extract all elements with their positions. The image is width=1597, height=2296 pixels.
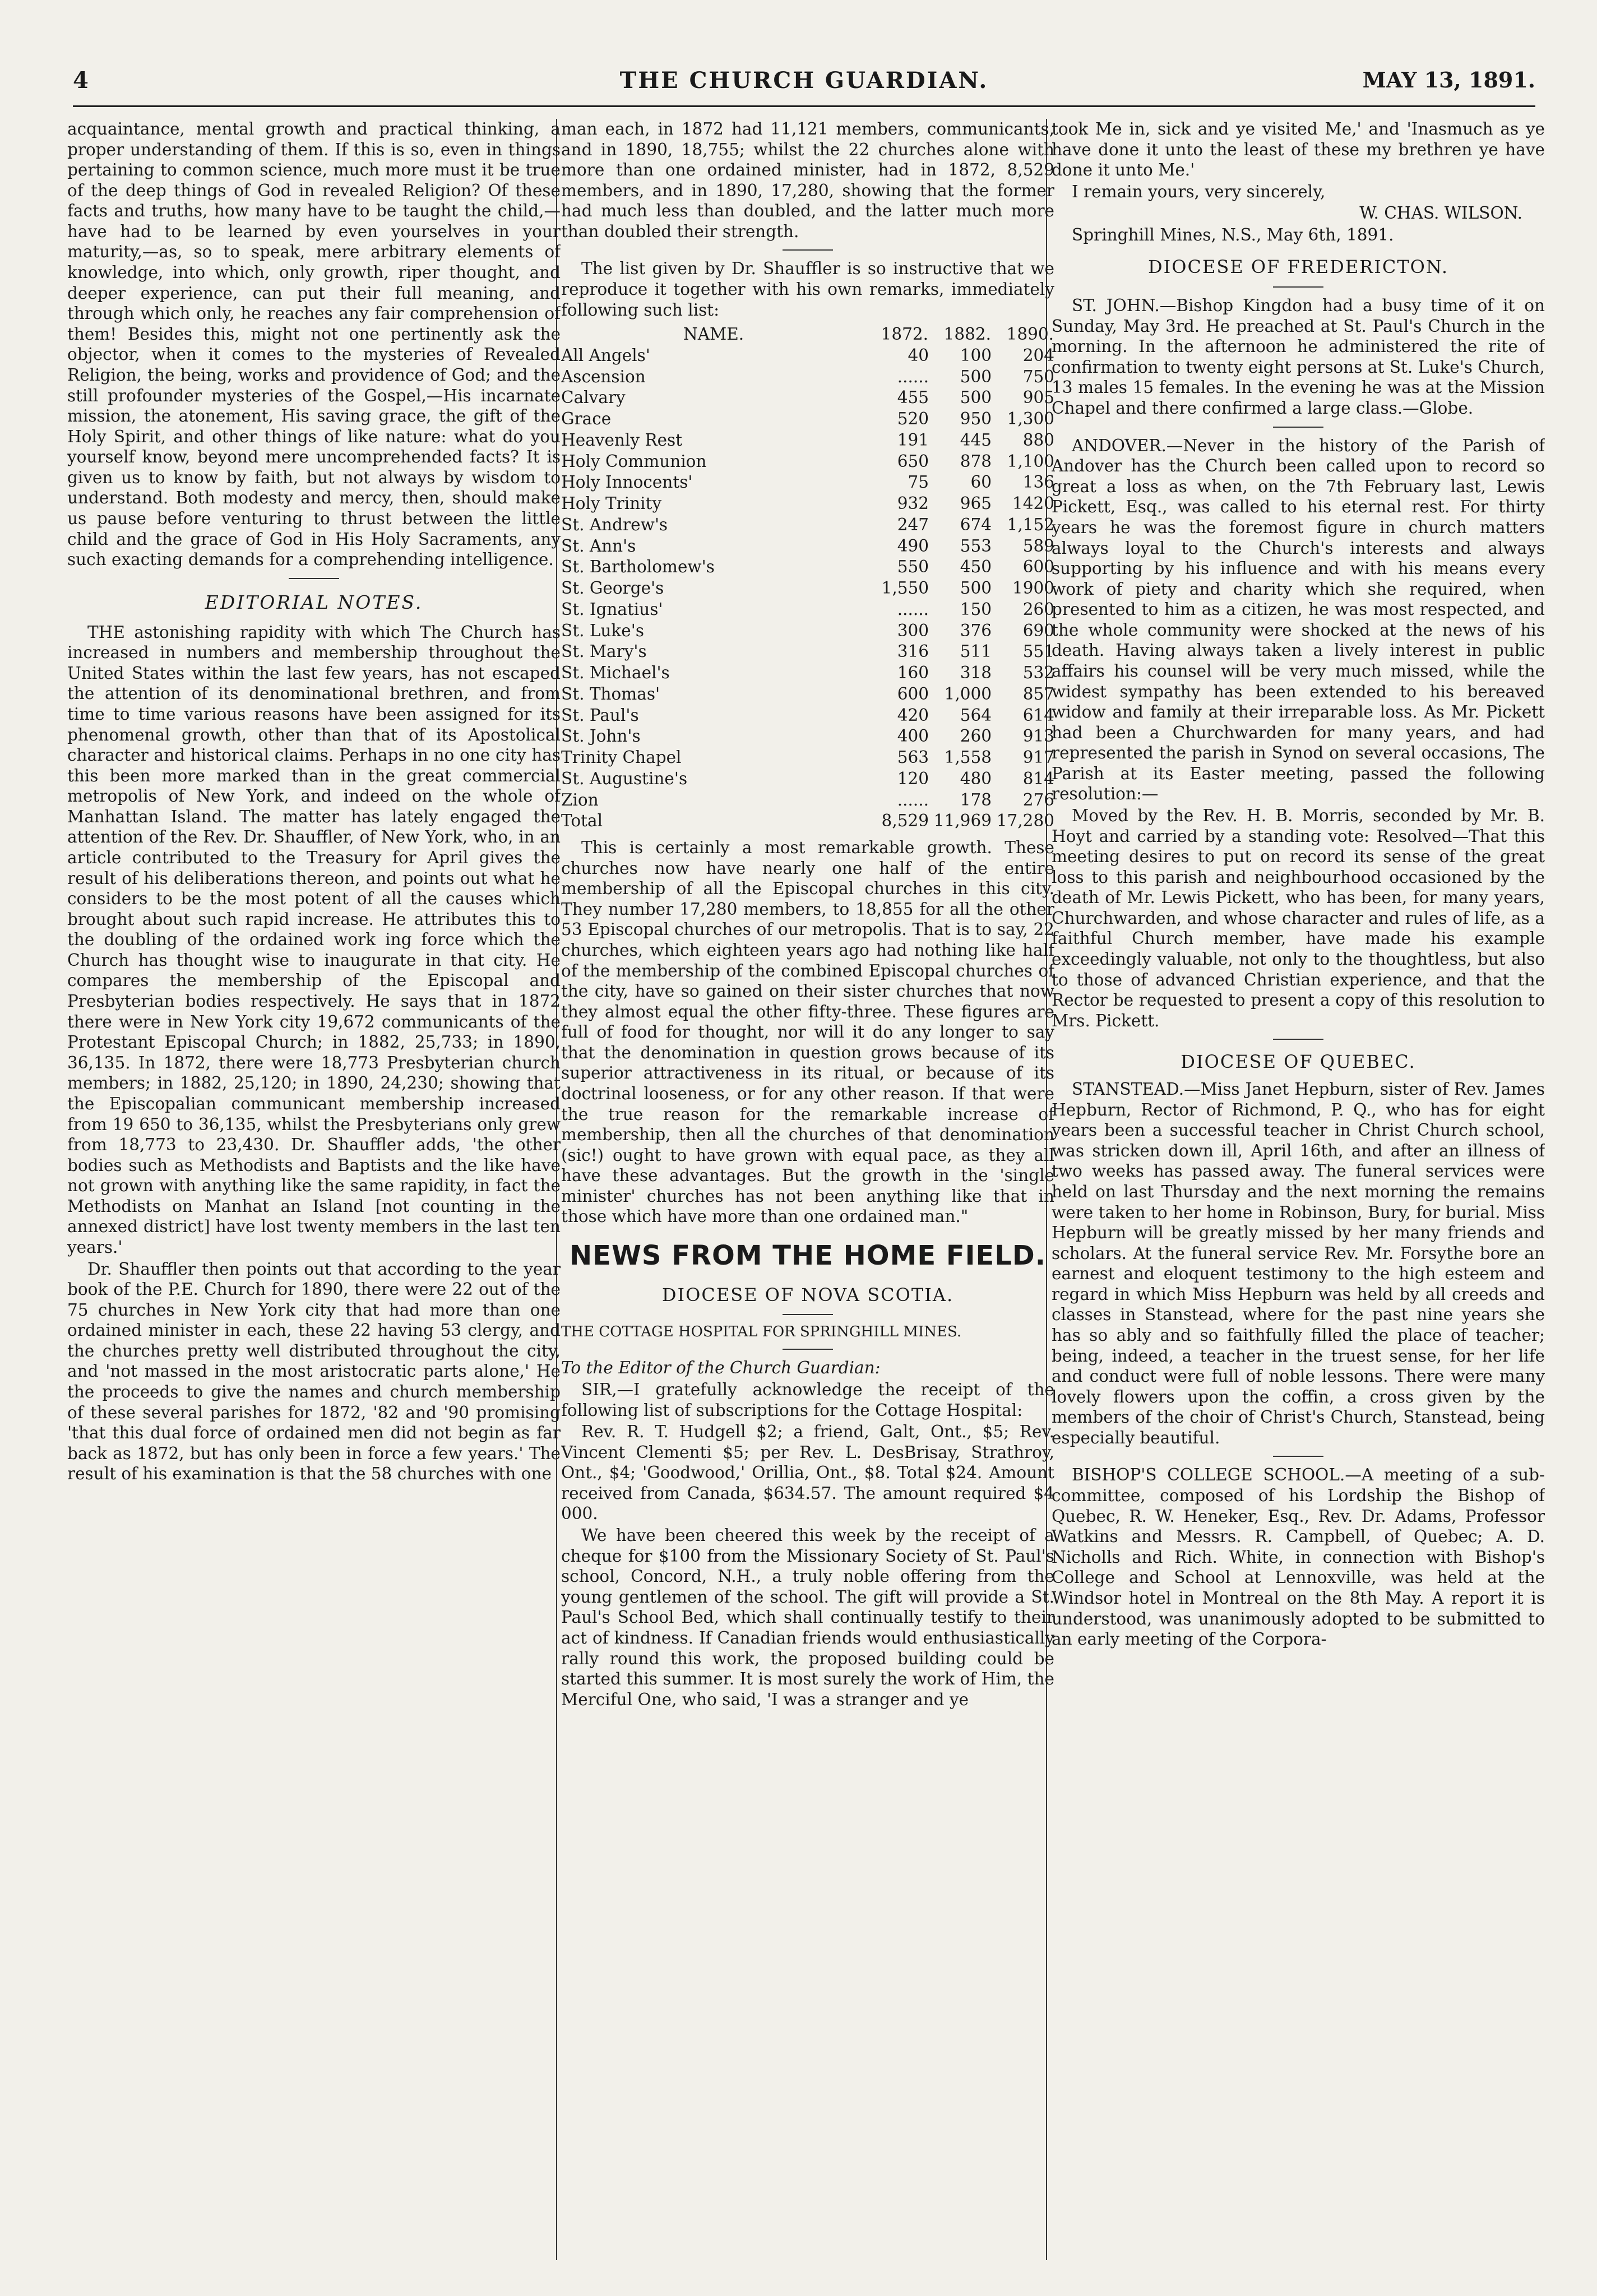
membership-cell: 600: [1022, 557, 1054, 577]
table-row: [561, 621, 1054, 642]
signature: W. CHAS. WILSON.: [1359, 203, 1522, 223]
table-row: [561, 641, 1054, 663]
membership-cell: 511: [960, 642, 992, 661]
membership-cell: 191: [897, 430, 929, 450]
church-name-cell: St. Mary's: [561, 642, 647, 661]
membership-cell: ......: [897, 367, 929, 386]
section-heading: NEWS FROM THE HOME FIELD.: [570, 1240, 1046, 1272]
membership-cell: 75: [908, 473, 929, 492]
membership-cell: 420: [897, 705, 929, 725]
membership-cell: 490: [897, 536, 929, 556]
membership-cell: 450: [960, 557, 992, 577]
divider: [289, 578, 339, 579]
church-name-cell: St. George's: [561, 578, 664, 598]
divider: [1273, 286, 1323, 288]
table-row: [561, 451, 1054, 473]
membership-cell: 532: [1022, 663, 1054, 683]
membership-cell: 1,558: [944, 748, 992, 767]
membership-cell: 247: [897, 515, 929, 534]
table-row: [561, 790, 1054, 811]
membership-cell: 60: [970, 473, 992, 492]
membership-cell: 600: [897, 684, 929, 703]
column-1: [67, 119, 561, 2260]
membership-cell: 814: [1022, 769, 1054, 788]
article-heading: THE COTTAGE HOSPITAL FOR SPRINGHILL MINES.: [561, 1323, 962, 1341]
membership-cell: 1,550: [881, 578, 929, 598]
article-text: We have been cheered this week by the receipt of a cheque for $100 from the Missionary Society of St. Paul's school, Concord, N.H., a truly noble offering from the young gentlemen of the school. The gift will provide a St. Paul's School Bed, which shall continually testify to their act of kindness. If Canadian friends would enthusiastically rally round this work, the proposed building could be started this summer. It is most surely the work of Him, the Merciful One, who said, 'I was a stranger and ye: [561, 1526, 1054, 1709]
divider: [783, 1314, 833, 1315]
diocese-heading: DIOCESE OF NOVA SCOTIA.: [661, 1284, 954, 1306]
church-name-cell: Holy Communion: [561, 451, 707, 471]
church-name-cell: Calvary: [561, 388, 626, 408]
column-header: NAME.: [683, 325, 744, 344]
church-name-cell: St. Andrew's: [561, 515, 668, 534]
membership-cell: 150: [960, 599, 992, 619]
table-row: [561, 472, 1054, 493]
church-name-cell: St. Michael's: [561, 663, 670, 683]
membership-cell: 120: [897, 769, 929, 788]
membership-cell: 932: [897, 494, 929, 513]
table-header-row: [561, 323, 1054, 345]
membership-cell: 318: [960, 663, 992, 683]
table-row: [561, 493, 1054, 515]
church-name-cell: Heavenly Rest: [561, 430, 683, 450]
table-row: [561, 430, 1054, 451]
membership-cell: 520: [897, 409, 929, 429]
church-name-cell: Ascension: [561, 367, 646, 386]
membership-cell: 376: [960, 621, 992, 640]
membership-cell: 100: [960, 345, 992, 365]
membership-cell: 260: [960, 726, 992, 746]
membership-cell: 750: [1022, 367, 1054, 386]
membership-cell: 160: [897, 663, 929, 683]
signature-place: Springhill Mines, N.S., May 6th, 1891.: [1072, 225, 1394, 244]
page-header: [73, 67, 1535, 118]
church-membership-table: [561, 323, 1054, 832]
membership-cell: 965: [960, 494, 992, 513]
article-text: ST. JOHN.—Bishop Kingdon had a busy time of it on Sunday, May 3rd. He preached at St. Paul's Church in the morning. In the afternoon he administered the rite of confirmation to twenty eight persons at St. Luke's Church, 13 males 15 females. In the evening he was at the Mission Chapel and there confirmed a large class.—Globe.: [1052, 296, 1545, 418]
membership-cell: 550: [897, 557, 929, 577]
membership-cell: 563: [897, 748, 929, 767]
article-text: acquaintance, mental growth and practical thinking, a proper understanding of them. If this is so, even in things pertaining to common science, much more must it be true of the deep things of God in revealed Religion? Of these facts and truths, how many have to be taught the child,—have had to be learned by even yourselves in your maturity,—as, so to speak, mere arbitrary elements of knowledge, into which, only growth, riper thought, and deeper experience, can put their full meaning, and through which only, he reaches any fair comprehension of them! Besides this, might not one pertinently ask the objector, when it comes to the mysteries of Revealed Religion, the being, works and providence of God; and the still profounder mysteries of the Gospel,—His incarnate mission, the atonement, His saving grace, the gift of the Holy Spirit, and other things of like nature: what do you yourself know, beyond mere uncomprehended facts? It is given us to know by faith, but not always by wisdom to understand. Both modesty and mercy, then, should make us pause before venturing to thrust between the little child and the grace of God in His Holy Sacraments, any such exacting demands for a comprehending intelligence.: [67, 119, 561, 570]
church-name-cell: St. Ann's: [561, 536, 636, 556]
membership-cell: 136: [1022, 473, 1054, 492]
divider: [783, 1349, 833, 1350]
column-3: [1052, 119, 1545, 2260]
church-name-cell: St. Paul's: [561, 705, 639, 725]
membership-cell: 913: [1022, 726, 1054, 746]
table-row: [561, 409, 1054, 430]
table-row: [561, 515, 1054, 536]
article-text: took Me in, sick and ye visited Me,' and 'Inasmuch as ye have done it unto the least of these my brethren ye have done it unto Me.': [1052, 119, 1545, 180]
table-row: [561, 705, 1054, 726]
table-row: [561, 536, 1054, 557]
divider: [1273, 1456, 1323, 1457]
church-name-cell: St. John's: [561, 726, 641, 746]
membership-cell: 950: [960, 409, 992, 429]
church-name-cell: St. Thomas': [561, 684, 660, 703]
membership-cell: 11,969: [933, 811, 992, 831]
article-text: The list given by Dr. Shauffler is so instructive that we reproduce it together with his own remarks, immediately following such list:: [561, 259, 1054, 320]
membership-cell: 500: [960, 388, 992, 408]
table-row: [561, 367, 1054, 388]
divider: [1273, 427, 1323, 428]
membership-cell: 589: [1022, 536, 1054, 556]
article-text: STANSTEAD.—Miss Janet Hepburn, sister of Rev. James Hepburn, Rector of Richmond, P. Q., who has for eight years been a successful teacher in Christ Church school, was stricken down ill, April 16th, and after an illness of two weeks has passed away. The funeral services were held on last Thursday and the next morning the remains were taken to her home in Robinson, Bury, for burial. Miss Hepburn will be greatly missed by her many friends and scholars. At the funeral service Rev. Mr. Forsythe bore an earnest and eloquent testimony to the high esteem and regard in which Miss Hepburn was held by all creeds and classes in Stanstead, where for the past nine years she has so ably and so faithfully filled the place of teacher; being, indeed, a teacher in the truest sense, for her life and conduct were full of noble lessons. There were many lovely flowers upon the coffin, a cross given by the members of the choir of Christ's Church, Stanstead, being especially beautiful.: [1052, 1080, 1545, 1447]
membership-cell: 551: [1022, 642, 1054, 661]
church-name-cell: Total: [561, 811, 603, 831]
membership-cell: 1,300: [1007, 409, 1054, 429]
diocese-heading: DIOCESE OF FREDERICTON.: [1147, 256, 1449, 278]
church-name-cell: St. Ignatius': [561, 599, 663, 619]
membership-cell: 917: [1022, 748, 1054, 767]
table-row: [561, 726, 1054, 747]
issue-date: MAY 13, 1891.: [1362, 67, 1535, 92]
membership-cell: 500: [960, 367, 992, 386]
membership-cell: 553: [960, 536, 992, 556]
membership-cell: 1,000: [944, 684, 992, 703]
membership-cell: ......: [897, 599, 929, 619]
membership-cell: 905: [1022, 388, 1054, 408]
column-header: 1890.: [1006, 325, 1054, 344]
membership-cell: 878: [960, 451, 992, 471]
membership-cell: 480: [960, 769, 992, 788]
table-row: [561, 599, 1054, 621]
article-text: Dr. Shauffler then points out that according to the year book of the P.E. Church for 1890, there were 22 out of the 75 churches in New York city that had more than one ordained minister in each, these 22 having 53 clergy, and the churches pretty well distributed throughout the city, and 'not massed in the most aristocratic parts alone,' He the proceeds to give the names and church membership of these several parishes for 1872, '82 and '90 promising 'that this dual force of ordained men did not begin as far back as 1872, but has only been in force a few years.' The result of his examination is that the 58 churches with one: [67, 1259, 561, 1484]
membership-cell: 178: [960, 790, 992, 809]
membership-cell: 8,529: [881, 811, 929, 831]
membership-cell: 564: [960, 705, 992, 725]
page-number: 4: [73, 67, 89, 94]
header-rule: [73, 105, 1535, 107]
membership-cell: 316: [897, 642, 929, 661]
divider: [783, 249, 833, 251]
article-text: man each, in 1872 had 11,121 members, communicants, and in 1890, 18,755; whilst the 22 churches alone with more than one ordained minister, had in 1872, 8,529 members, and in 1890, 17,280, showing that the former had much less than doubled, and the latter much more than doubled their strength.: [561, 119, 1054, 241]
table-row: [561, 578, 1054, 599]
membership-cell: 614: [1022, 705, 1054, 725]
membership-cell: ......: [897, 790, 929, 809]
membership-cell: 1,152: [1007, 515, 1054, 534]
church-name-cell: Holy Trinity: [561, 494, 662, 513]
diocese-heading: DIOCESE OF QUEBEC.: [1181, 1051, 1416, 1073]
church-name-cell: St. Bartholomew's: [561, 557, 715, 577]
church-name-cell: Zion: [561, 790, 599, 809]
membership-cell: 1900: [1012, 578, 1054, 598]
membership-cell: 857: [1022, 684, 1054, 703]
table-row: [561, 747, 1054, 769]
membership-cell: 300: [897, 621, 929, 640]
column-2: [561, 119, 1054, 2260]
column-header: 1872.: [881, 325, 928, 344]
church-name-cell: St. Luke's: [561, 621, 644, 640]
membership-cell: 880: [1022, 430, 1054, 450]
section-heading: EDITORIAL NOTES.: [205, 591, 423, 613]
table-row: [561, 345, 1054, 367]
article-text: Moved by the Rev. H. B. Morris, seconded by Mr. B. Hoyt and carried by a standing vote: Resolved—That this meeting desires to put on record its sense of the great loss to this parish and neighbourhood occasioned by the death of Mr. Lewis Pickett, who has been, for many years, Churchwarden, and whose character and rules of life, as a faithful Church member, have made his example exceedingly valuable, not only to the thoughtless, but also to those of advanced Christian experience, and that the Rector be requested to present a copy of this resolution to Mrs. Pickett.: [1052, 806, 1545, 1030]
membership-cell: 650: [897, 451, 929, 471]
membership-cell: 445: [960, 430, 992, 450]
article-text: Rev. R. T. Hudgell $2; a friend, Galt, Ont., $5; Rev. Vincent Clementi $5; per Rev. L. DesBrisay, Strathroy, Ont., $4; 'Goodwood,' Orillia, Ont., $8. Total $24. Amount received from Canada, $634.57. The amount required $4 000.: [561, 1422, 1054, 1524]
membership-cell: 1420: [1012, 494, 1054, 513]
church-name-cell: St. Augustine's: [561, 769, 688, 788]
masthead-title: THE CHURCH GUARDIAN.: [619, 67, 989, 94]
table-total-row: [561, 811, 1054, 832]
table-row: [561, 684, 1054, 705]
membership-cell: 260: [1022, 599, 1054, 619]
membership-cell: 690: [1022, 621, 1054, 640]
membership-cell: 204: [1022, 345, 1054, 365]
table-row: [561, 769, 1054, 790]
membership-cell: 400: [897, 726, 929, 746]
divider: [1273, 1039, 1323, 1040]
column-header: 1882.: [943, 325, 991, 344]
salutation: To the Editor of the Church Guardian:: [561, 1358, 881, 1378]
membership-cell: 455: [897, 388, 929, 408]
article-text: THE astonishing rapidity with which The Church has increased in numbers and membership throughout the United States within the last few years, has not escaped the attention of its denominational brethren, and from time to time various reasons have been assigned for its phenomenal growth, other than that of its Apostolical character and historical claims. Perhaps in no one city has this been more marked than in the great commercial metropolis of New York, and indeed on the whole of Manhattan Island. The matter has lately engaged the attention of the Rev. Dr. Shauffler, of New York, who, in an article contributed to the Treasury for April gives the result of his deliberations thereon, and points out what he considers to be the most potent of all the causes which brought about such rapid increase. He attributes this to the doubling of the ordained work ing force which the Church has thought wise to inaugurate in that city. He compares the membership of the Episcopal and Presbyterian bodies respectively. He says that in 1872 there were in New York city 19,672 communicants of the Protestant Episcopal Church; in 1882, 25,733; in 1890, 36,135. In 1872, there were 18,773 Presbyterian church members; in 1882, 25,120; in 1890, 24,230; showing that the Episcopalian communicant membership increased from 19 650 to 36,135, whilst the Presbyterians only grew from 18,773 to 23,430. Dr. Shauffler adds, 'the other bodies such as Methodists and Baptists and the like have not grown with anything like the same rapidity, in fact the Methodists on Manhat an Island [not counting in the annexed district] have lost twenty members in the last ten years.': [67, 622, 561, 1257]
membership-cell: 40: [908, 345, 929, 365]
table-row: [561, 663, 1054, 684]
article-text: BISHOP'S COLLEGE SCHOOL.—A meeting of a sub-committee, composed of his Lordship the Bishop of Quebec, R. W. Heneker, Esq., Rev. Dr. Adams, Professor Watkins and Messrs. R. Campbell, of Quebec; A. D. Nicholls and Rich. White, in connection with Bishop's College and School at Lennoxville, was held at the Windsor hotel in Montreal on the 8th May. A report it is understood, was unanimously adopted to be submitted to an early meeting of the Corpora-: [1052, 1465, 1545, 1649]
membership-cell: 276: [1022, 790, 1054, 809]
table-row: [561, 557, 1054, 578]
table-row: [561, 387, 1054, 409]
membership-cell: 17,280: [996, 811, 1054, 831]
article-text: ANDOVER.—Never in the history of the Parish of Andover has the Church been called upon to record so great a loss as when, on the 7th February last, Lewis Pickett, Esq., was called to his eternal rest. For thirty years he was the foremost figure in church matters always loyal to the Church's interests and always supporting by his influence and with his means every work of piety and charity which she required, when presented to him as a citizen, he was most respected, and the whole community were shocked at the news of his death. Having always taken a lively interest in public affairs his counsel will be very much missed, while the widest sympathy has been extended to his bereaved widow and family at their irreparable loss. As Mr. Pickett had been a Churchwarden for many years, and had represented the parish in Synod on several occasions, The Parish at its Easter meeting, passed the following resolution:—: [1052, 436, 1545, 804]
article-text: SIR,—I gratefully acknowledge the receipt of the following list of subscriptions for the Cottage Hospital:: [561, 1380, 1054, 1420]
church-name-cell: Grace: [561, 409, 612, 429]
church-name-cell: Trinity Chapel: [561, 748, 682, 767]
article-text: This is certainly a most remarkable growth. These churches now have nearly one half of the entire membership of all the Episcopal churches in this city. They number 17,280 members, to 18,855 for all the other 53 Episcopal churches of our metropolis. That is to say, 22 churches, which eighteen years ago had nothing like half of the membership of the combined Episcopal churches of the city, have so gained on their sister churches that now they almost equal the other fifty-three. These figures are full of food for thought, nor will it do any longer to say that the denomination in question grows because of its superior attractiveness in its ritual, or because of its doctrinal looseness, or for any other reason. If that were the true reason for the remarkable increase of membership, then all the churches of that denomination (sic!) ought to have grown with equal pace, as they all have these advantages. But the growth in the 'single minister' churches has not been anything like that in those which have more than one ordained man.": [561, 838, 1054, 1226]
membership-cell: 1,100: [1007, 451, 1054, 471]
closing: I remain yours, very sincerely,: [1072, 182, 1326, 201]
church-name-cell: Holy Innocents': [561, 473, 693, 492]
membership-cell: 500: [960, 578, 992, 598]
church-name-cell: All Angels': [561, 345, 650, 365]
membership-cell: 674: [960, 515, 992, 534]
